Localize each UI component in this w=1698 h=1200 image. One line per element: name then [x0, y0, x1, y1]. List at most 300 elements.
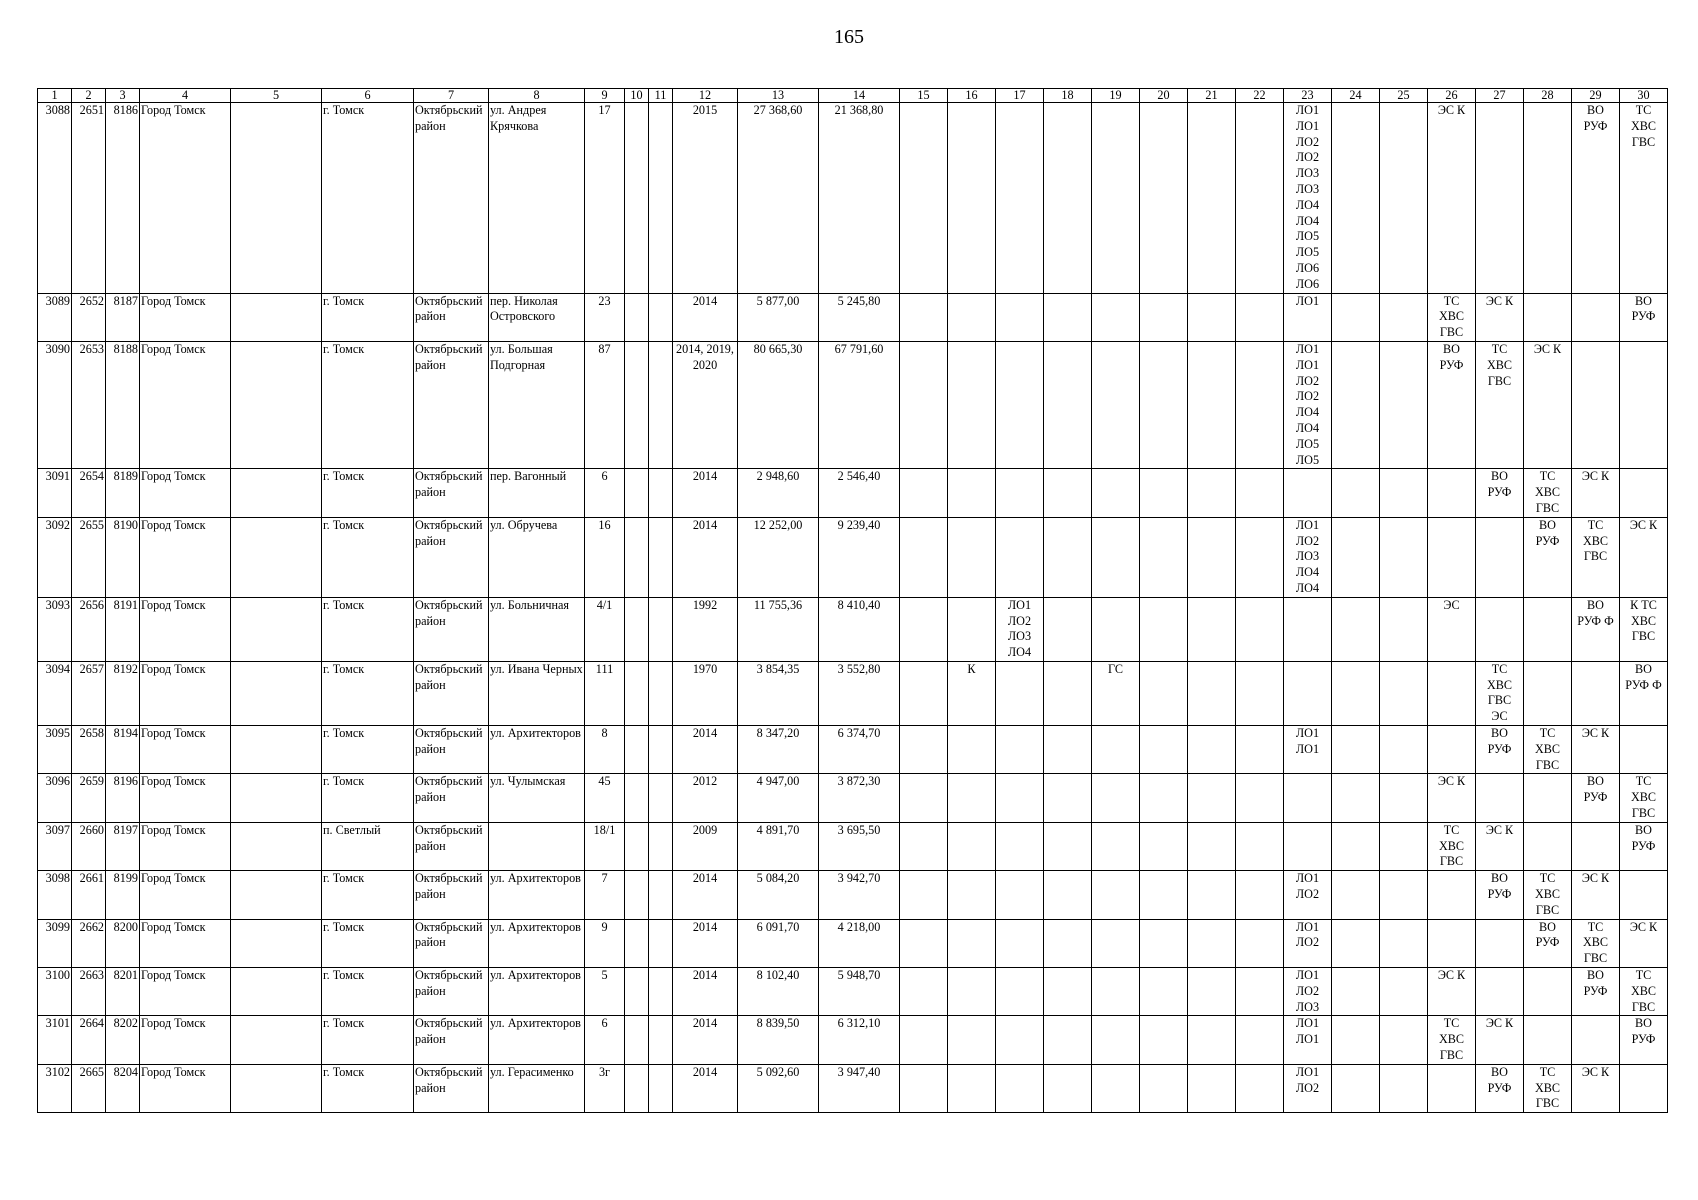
column-21-cell	[1188, 293, 1236, 341]
house-number-cell: 5	[585, 968, 625, 1016]
column-24-cell	[1332, 341, 1380, 468]
row-number: 3099	[38, 919, 72, 967]
cell-line: ВО	[1587, 103, 1604, 117]
cell-line: РУФ	[1535, 935, 1560, 950]
column-30-cell	[1620, 774, 1668, 822]
years-cell: 1992	[673, 597, 738, 661]
cell-line: ЛО1	[1295, 919, 1320, 934]
cell-line: К ТС	[1630, 597, 1657, 612]
column-23-cell	[1284, 871, 1332, 919]
column-11-cell	[649, 726, 673, 774]
street-cell: ул. Обручева	[489, 517, 585, 597]
column-number-header: 2	[72, 89, 106, 103]
table-row	[38, 661, 1668, 725]
column-number-header: 4	[140, 89, 231, 103]
cell-line: ГВС	[1535, 902, 1560, 917]
column-28-cell	[1524, 726, 1572, 774]
cell-line: ВО	[1635, 822, 1652, 837]
column-number-header: 8	[489, 89, 585, 103]
column-number-header: 7	[414, 89, 489, 103]
column-11-cell	[649, 822, 673, 870]
cell-line: ГВС	[1631, 999, 1656, 1014]
column-16-cell	[948, 341, 996, 468]
column-number-header: 29	[1572, 89, 1620, 103]
years-cell: 2015	[673, 103, 738, 294]
column-29-cell	[1572, 968, 1620, 1016]
column-17-cell	[996, 968, 1044, 1016]
column-23-cell	[1284, 1016, 1332, 1064]
row-number: 3102	[38, 1064, 72, 1112]
cell-line: ХВС	[1630, 613, 1657, 628]
cell-line: ВО	[1587, 597, 1604, 612]
cell-line: ЭС К	[1485, 1016, 1514, 1031]
column-19-cell	[1092, 726, 1140, 774]
street-cell: ул. Герасименко	[489, 1064, 585, 1112]
column-16-cell: К	[948, 661, 996, 725]
street-cell: ул. Архитекторов	[489, 871, 585, 919]
years-cell: 2014	[673, 919, 738, 967]
row-number: 3098	[38, 871, 72, 919]
column-11-cell	[649, 293, 673, 341]
district-cell: Октябрьский район	[414, 822, 489, 870]
column-30-cell	[1620, 293, 1668, 341]
column-28-cell	[1524, 103, 1572, 294]
row-index-2: 2658	[72, 726, 106, 774]
column-24-cell	[1332, 871, 1380, 919]
cell-line: ВО	[1491, 726, 1508, 741]
column-25-cell	[1380, 597, 1428, 661]
cell-line: ЛО5	[1295, 245, 1320, 260]
cell-line: ЭС К	[1581, 1064, 1610, 1079]
cell-line: ЭС К	[1485, 293, 1514, 308]
cell-line: ЛО4	[1295, 213, 1320, 228]
column-29-cell	[1572, 661, 1620, 725]
years-cell: 2014	[673, 293, 738, 341]
column-19-cell	[1092, 968, 1140, 1016]
table-row	[38, 597, 1668, 661]
column-23-cell	[1284, 103, 1332, 294]
row-number: 3089	[38, 293, 72, 341]
column-22-cell	[1236, 1016, 1284, 1064]
column-17-cell	[996, 919, 1044, 967]
column-5-cell	[231, 597, 322, 661]
column-22-cell	[1236, 293, 1284, 341]
column-29-cell	[1572, 597, 1620, 661]
column-10-cell	[625, 919, 649, 967]
locality-cell: г. Томск	[322, 661, 414, 725]
column-28-cell	[1524, 469, 1572, 517]
column-number-header: 20	[1140, 89, 1188, 103]
cell-line: ЛО2	[1295, 935, 1320, 950]
column-20-cell	[1140, 822, 1188, 870]
column-20-cell	[1140, 1064, 1188, 1112]
column-23-cell	[1284, 774, 1332, 822]
cell-line: ЛО1	[1295, 341, 1320, 356]
column-17-cell	[996, 1016, 1044, 1064]
column-20-cell	[1140, 469, 1188, 517]
register-table	[37, 88, 1668, 1113]
column-19-cell	[1092, 871, 1140, 919]
municipality-cell: Город Томск	[140, 1016, 231, 1064]
street-cell: пер. Николая Островского	[489, 293, 585, 341]
cell-line: ТС	[1635, 774, 1652, 789]
table-row	[38, 1016, 1668, 1064]
column-5-cell	[231, 822, 322, 870]
column-15-cell	[900, 1064, 948, 1112]
column-17-cell	[996, 774, 1044, 822]
row-number: 3097	[38, 822, 72, 870]
column-20-cell	[1140, 103, 1188, 294]
municipality-cell: Город Томск	[140, 1064, 231, 1112]
house-number-cell: 87	[585, 341, 625, 468]
column-26-cell	[1428, 968, 1476, 1016]
column-22-cell	[1236, 517, 1284, 597]
municipality-cell: Город Томск	[140, 822, 231, 870]
house-number-cell: 6	[585, 1016, 625, 1064]
column-21-cell	[1188, 726, 1236, 774]
cell-line: ХВС	[1534, 741, 1561, 756]
row-number: 3100	[38, 968, 72, 1016]
table-body	[38, 103, 1668, 1113]
column-22-cell	[1236, 1064, 1284, 1112]
column-28-cell	[1524, 919, 1572, 967]
column-10-cell	[625, 774, 649, 822]
cell-line: РУФ	[1487, 741, 1512, 756]
column-25-cell	[1380, 968, 1428, 1016]
cell-line: ЭС К	[1437, 774, 1466, 789]
cell-line: ГВС	[1439, 1048, 1464, 1063]
table-row	[38, 919, 1668, 967]
house-number-cell: 45	[585, 774, 625, 822]
cell-line: ГВС	[1631, 134, 1656, 149]
column-25-cell	[1380, 774, 1428, 822]
column-11-cell	[649, 517, 673, 597]
column-19-cell: ГС	[1092, 661, 1140, 725]
column-22-cell	[1236, 103, 1284, 294]
district-cell: Октябрьский район	[414, 871, 489, 919]
cell-line: ТС	[1443, 293, 1460, 308]
municipality-cell: Город Томск	[140, 597, 231, 661]
column-15-cell	[900, 103, 948, 294]
total-area-cell: 8 347,20	[738, 726, 819, 774]
column-number-header: 6	[322, 89, 414, 103]
cell-line: РУФ	[1439, 357, 1464, 372]
cell-line: ЛО2	[1295, 389, 1320, 404]
column-21-cell	[1188, 103, 1236, 294]
house-number-cell: 4/1	[585, 597, 625, 661]
column-20-cell	[1140, 968, 1188, 1016]
cell-line: ГВС	[1487, 693, 1512, 708]
cell-line: ЛО4	[1295, 197, 1320, 212]
municipality-cell: Город Томск	[140, 774, 231, 822]
row-number: 3093	[38, 597, 72, 661]
column-27-cell	[1476, 871, 1524, 919]
row-index-3: 8186	[106, 103, 140, 294]
column-number-header: 1	[38, 89, 72, 103]
column-11-cell	[649, 1064, 673, 1112]
total-area-cell: 5 877,00	[738, 293, 819, 341]
cell-line: ЭС	[1491, 709, 1508, 724]
column-27-cell	[1476, 822, 1524, 870]
column-20-cell	[1140, 517, 1188, 597]
locality-cell: г. Томск	[322, 517, 414, 597]
row-index-3: 8192	[106, 661, 140, 725]
cell-line: ЛО2	[1295, 887, 1320, 902]
cell-line: ЛО2	[1295, 134, 1320, 149]
house-number-cell: 6	[585, 469, 625, 517]
cell-line: ХВС	[1534, 887, 1561, 902]
table-row	[38, 774, 1668, 822]
years-cell: 2014	[673, 871, 738, 919]
column-30-cell	[1620, 919, 1668, 967]
column-19-cell	[1092, 517, 1140, 597]
column-19-cell	[1092, 822, 1140, 870]
column-number-header: 30	[1620, 89, 1668, 103]
column-11-cell	[649, 919, 673, 967]
column-17-cell: ЛО1 ЛО2 ЛО3 ЛО4	[996, 597, 1044, 661]
column-10-cell	[625, 968, 649, 1016]
street-cell	[489, 822, 585, 870]
cell-line: ЛО5	[1295, 436, 1320, 451]
column-18-cell	[1044, 661, 1092, 725]
column-number-header: 27	[1476, 89, 1524, 103]
column-30-cell	[1620, 871, 1668, 919]
column-number-header: 19	[1092, 89, 1140, 103]
cell-line: РУФ	[1631, 309, 1656, 324]
column-17-cell	[996, 103, 1044, 294]
column-number-header: 15	[900, 89, 948, 103]
cell-line: ЛО4	[1295, 420, 1320, 435]
column-16-cell	[948, 1016, 996, 1064]
column-30-cell	[1620, 1016, 1668, 1064]
column-26-cell	[1428, 103, 1476, 294]
locality-cell: г. Томск	[322, 774, 414, 822]
column-28-cell	[1524, 774, 1572, 822]
district-cell: Октябрьский район	[414, 726, 489, 774]
column-17-cell	[996, 469, 1044, 517]
column-11-cell	[649, 871, 673, 919]
cell-line: ЛО1	[1295, 103, 1320, 117]
column-15-cell	[900, 293, 948, 341]
column-5-cell	[231, 661, 322, 725]
column-16-cell	[948, 103, 996, 294]
row-number: 3091	[38, 469, 72, 517]
column-24-cell	[1332, 661, 1380, 725]
cell-line: ТС	[1539, 871, 1556, 886]
column-15-cell	[900, 968, 948, 1016]
column-11-cell	[649, 968, 673, 1016]
column-10-cell	[625, 1064, 649, 1112]
column-19-cell	[1092, 1064, 1140, 1112]
column-15-cell	[900, 871, 948, 919]
column-5-cell	[231, 517, 322, 597]
column-30-cell	[1620, 469, 1668, 517]
column-27-cell	[1476, 293, 1524, 341]
column-17-cell	[996, 871, 1044, 919]
cell-line: ТС	[1539, 726, 1556, 741]
column-23-cell	[1284, 341, 1332, 468]
row-index-3: 8188	[106, 341, 140, 468]
cell-line: ХВС	[1486, 677, 1513, 692]
column-17-cell	[996, 822, 1044, 870]
column-18-cell	[1044, 293, 1092, 341]
cell-line: ТС	[1443, 822, 1460, 837]
column-29-cell	[1572, 293, 1620, 341]
cell-line: РУФ	[1583, 983, 1608, 998]
cell-line: ТС	[1635, 103, 1652, 117]
cell-line: ВО	[1587, 774, 1604, 789]
column-26-cell	[1428, 341, 1476, 468]
total-area-cell: 4 947,00	[738, 774, 819, 822]
locality-cell: г. Томск	[322, 968, 414, 1016]
cell-line: ЛО1	[1295, 357, 1320, 372]
column-23-cell	[1284, 919, 1332, 967]
street-cell: ул. Архитекторов	[489, 919, 585, 967]
cell-line: ХВС	[1438, 1032, 1465, 1047]
cell-line: ВО	[1635, 1016, 1652, 1031]
column-5-cell	[231, 1016, 322, 1064]
cell-line: ГВС	[1583, 951, 1608, 966]
cell-line: ЭС К	[1629, 517, 1658, 532]
column-number-header: 11	[649, 89, 673, 103]
municipality-cell: Город Томск	[140, 968, 231, 1016]
column-22-cell	[1236, 822, 1284, 870]
column-10-cell	[625, 597, 649, 661]
cell-line: ТС	[1491, 341, 1508, 356]
column-18-cell	[1044, 469, 1092, 517]
cell-line: ТС	[1443, 1016, 1460, 1031]
column-21-cell	[1188, 469, 1236, 517]
street-cell: ул. Чулымская	[489, 774, 585, 822]
column-22-cell	[1236, 469, 1284, 517]
cell-line: ВО	[1587, 968, 1604, 983]
table-row	[38, 293, 1668, 341]
row-index-3: 8196	[106, 774, 140, 822]
row-number: 3090	[38, 341, 72, 468]
living-area-cell: 9 239,40	[819, 517, 900, 597]
column-16-cell	[948, 774, 996, 822]
column-20-cell	[1140, 597, 1188, 661]
cell-line: ГВС	[1439, 854, 1464, 869]
column-25-cell	[1380, 919, 1428, 967]
row-index-2: 2653	[72, 341, 106, 468]
district-cell: Октябрьский район	[414, 968, 489, 1016]
column-19-cell	[1092, 293, 1140, 341]
column-10-cell	[625, 517, 649, 597]
column-16-cell	[948, 968, 996, 1016]
column-15-cell	[900, 822, 948, 870]
column-24-cell	[1332, 517, 1380, 597]
column-20-cell	[1140, 774, 1188, 822]
column-28-cell	[1524, 871, 1572, 919]
column-27-cell	[1476, 968, 1524, 1016]
cell-line: ХВС	[1534, 485, 1561, 500]
house-number-cell: 111	[585, 661, 625, 725]
cell-line: ЛО6	[1295, 276, 1320, 291]
column-24-cell	[1332, 1064, 1380, 1112]
house-number-cell: 16	[585, 517, 625, 597]
column-26-cell	[1428, 661, 1476, 725]
column-22-cell	[1236, 871, 1284, 919]
column-29-cell	[1572, 726, 1620, 774]
column-28-cell	[1524, 517, 1572, 597]
column-18-cell	[1044, 726, 1092, 774]
living-area-cell: 8 410,40	[819, 597, 900, 661]
cell-line: ВО	[1491, 1064, 1508, 1079]
cell-line: ЛО2	[1295, 533, 1320, 548]
column-27-cell	[1476, 341, 1524, 468]
column-11-cell	[649, 469, 673, 517]
cell-line: ВО	[1491, 469, 1508, 484]
column-23-cell	[1284, 661, 1332, 725]
row-index-2: 2655	[72, 517, 106, 597]
street-cell: ул. Архитекторов	[489, 968, 585, 1016]
municipality-cell: Город Томск	[140, 517, 231, 597]
years-cell: 2012	[673, 774, 738, 822]
column-27-cell	[1476, 726, 1524, 774]
column-22-cell	[1236, 774, 1284, 822]
column-26-cell	[1428, 726, 1476, 774]
column-18-cell	[1044, 774, 1092, 822]
column-24-cell	[1332, 1016, 1380, 1064]
locality-cell: п. Светлый	[322, 822, 414, 870]
living-area-cell: 5 948,70	[819, 968, 900, 1016]
column-5-cell	[231, 774, 322, 822]
column-number-header: 28	[1524, 89, 1572, 103]
column-11-cell	[649, 341, 673, 468]
column-28-cell	[1524, 822, 1572, 870]
municipality-cell: Город Томск	[140, 293, 231, 341]
cell-line: РУФ	[1487, 1080, 1512, 1095]
cell-line: ЭС К	[1581, 871, 1610, 886]
column-18-cell	[1044, 822, 1092, 870]
column-23-cell	[1284, 293, 1332, 341]
cell-line: ВО	[1635, 293, 1652, 308]
column-25-cell	[1380, 1016, 1428, 1064]
column-11-cell	[649, 1016, 673, 1064]
cell-line: ХВС	[1582, 533, 1609, 548]
column-26-cell	[1428, 293, 1476, 341]
column-26-cell	[1428, 919, 1476, 967]
column-25-cell	[1380, 293, 1428, 341]
column-25-cell	[1380, 469, 1428, 517]
cell-line: ЛО1	[1295, 1032, 1320, 1047]
row-index-3: 8189	[106, 469, 140, 517]
cell-line: ЭС К	[1581, 469, 1610, 484]
column-5-cell	[231, 1064, 322, 1112]
years-cell: 2014	[673, 469, 738, 517]
cell-line: ЛО1	[1295, 1016, 1320, 1031]
district-cell: Октябрьский район	[414, 517, 489, 597]
row-index-3: 8197	[106, 822, 140, 870]
cell-line: ЛО1	[1295, 517, 1320, 532]
column-11-cell	[649, 103, 673, 294]
column-24-cell	[1332, 968, 1380, 1016]
column-21-cell	[1188, 341, 1236, 468]
column-29-cell	[1572, 517, 1620, 597]
column-19-cell	[1092, 341, 1140, 468]
column-21-cell	[1188, 597, 1236, 661]
row-index-3: 8187	[106, 293, 140, 341]
column-22-cell	[1236, 726, 1284, 774]
column-number-header: 24	[1332, 89, 1380, 103]
years-cell: 1970	[673, 661, 738, 725]
locality-cell: г. Томск	[322, 597, 414, 661]
column-15-cell	[900, 517, 948, 597]
column-21-cell	[1188, 661, 1236, 725]
table-row	[38, 341, 1668, 468]
column-27-cell	[1476, 774, 1524, 822]
